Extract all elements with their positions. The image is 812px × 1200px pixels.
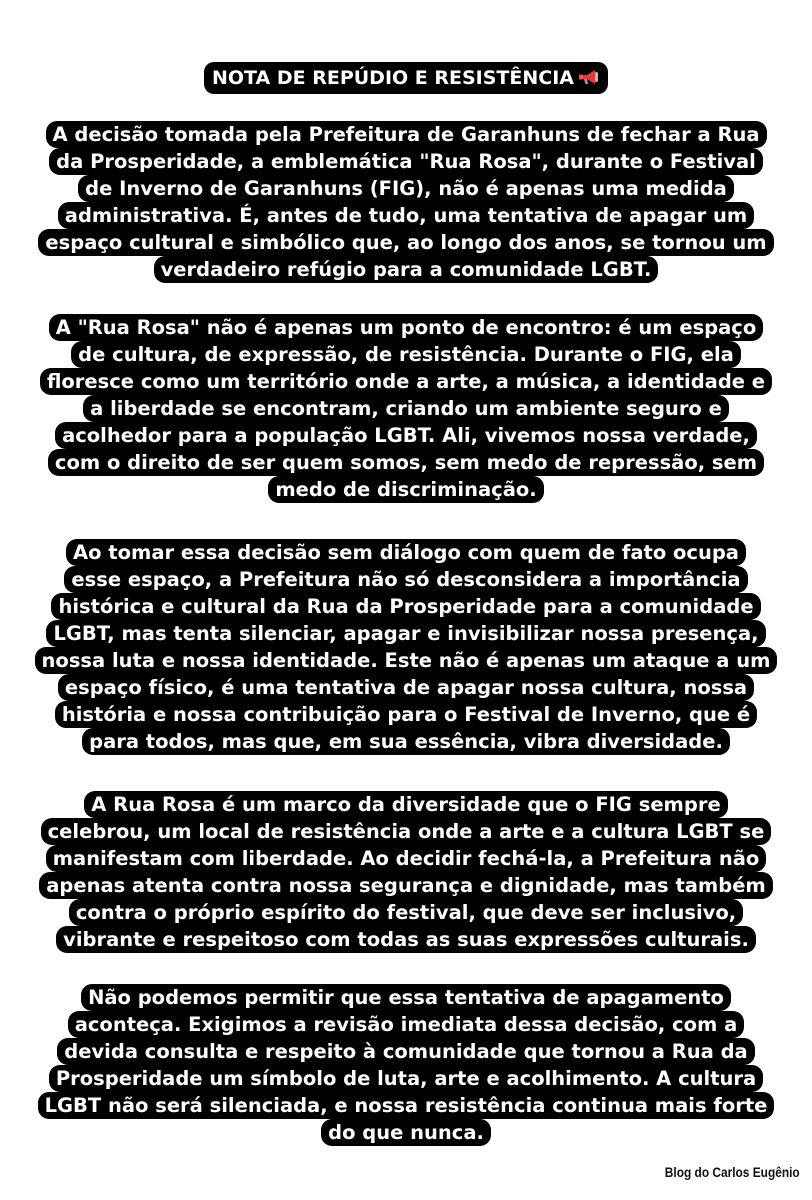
paragraph-line: LGBT não será silenciada, e nossa resistência continua mais forte xyxy=(38,1092,775,1119)
paragraph-line: A decisão tomada pela Prefeitura de Garanhuns de fechar a Rua xyxy=(46,121,767,148)
paragraph-line: manifestam com liberdade. Ao decidir fechá-la, a Prefeitura não xyxy=(46,845,767,872)
paragraph-line: esse espaço, a Prefeitura não só desconsidera a importância xyxy=(64,566,747,593)
paragraph-line: apenas atenta contra nossa segurança e dignidade, mas também xyxy=(39,872,773,899)
note-title-block xyxy=(20,62,792,94)
paragraph-2 xyxy=(20,314,792,503)
paragraph-line: acolhedor para a população LGBT. Ali, vivemos nossa verdade, xyxy=(55,422,757,449)
paragraph-line: vibrante e respeitoso com todas as suas expressões culturais. xyxy=(56,926,756,953)
paragraph-line: A "Rua Rosa" não é apenas um ponto de encontro: é um espaço xyxy=(49,314,764,341)
paragraph-line: celebrou, um local de resistência onde a arte e a cultura LGBT se xyxy=(41,818,772,845)
paragraph-line: história e nossa contribuição para o Festival de Inverno, que é xyxy=(55,701,757,728)
paragraph-line: Prosperidade um símbolo de luta, arte e acolhimento. A cultura xyxy=(49,1065,763,1092)
paragraph-line: com o direito de ser quem somos, sem medo de repressão, sem xyxy=(48,449,764,476)
paragraph-line: LGBT, mas tenta silenciar, apagar e invisibilizar nossa presença, xyxy=(46,620,765,647)
paragraph-line: medo de discriminação. xyxy=(268,476,543,503)
paragraph-line: Ao tomar essa decisão sem diálogo com quem de fato ocupa xyxy=(66,539,746,566)
paragraph-line: contra o próprio espírito do festival, que deve ser inclusivo, xyxy=(69,899,743,926)
paragraph-line: espaço cultural e simbólico que, ao longo dos anos, se tornou um xyxy=(38,229,773,256)
note-title-text: NOTA DE REPÚDIO E RESISTÊNCIA xyxy=(212,67,574,89)
paragraph-1 xyxy=(20,121,792,283)
paragraph-3 xyxy=(20,539,792,755)
paragraph-line: aconteça. Exigimos a revisão imediata dessa decisão, com a xyxy=(68,1011,745,1038)
paragraph-line: de cultura, de expressão, de resistência. Durante o FIG, ela xyxy=(71,341,741,368)
paragraph-line: do que nunca. xyxy=(321,1119,491,1146)
paragraph-line: verdadeiro refúgio para a comunidade LGBT. xyxy=(154,256,659,283)
paragraph-line: da Prosperidade, a emblemática "Rua Rosa", durante o Festival xyxy=(49,148,763,175)
paragraph-line: nossa luta e nossa identidade. Este não é apenas um ataque a um xyxy=(35,647,778,674)
paragraph-line: floresce como um território onde a arte, a música, a identidade e xyxy=(40,368,772,395)
paragraph-line: para todos, mas que, em sua essência, vibra diversidade. xyxy=(82,728,730,755)
paragraph-4 xyxy=(20,791,792,953)
blog-credit: Blog do Carlos Eugênio xyxy=(665,1164,800,1180)
paragraph-line: espaço físico, é uma tentativa de apagar nossa cultura, nossa xyxy=(58,674,754,701)
paragraph-line: de Inverno de Garanhuns (FIG), não é apenas uma medida xyxy=(78,175,734,202)
paragraph-line: histórica e cultural da Rua da Prosperidade para a comunidade xyxy=(51,593,760,620)
paragraph-line: A Rua Rosa é um marco da diversidade que o FIG sempre xyxy=(84,791,727,818)
paragraph-5 xyxy=(20,984,792,1146)
note-title xyxy=(204,62,608,94)
paragraph-line: administrativa. É, antes de tudo, uma tentativa de apagar um xyxy=(58,202,754,229)
paragraph-line: Não podemos permitir que essa tentativa de apagamento xyxy=(81,984,731,1011)
megaphone-icon xyxy=(578,69,600,85)
paragraph-line: devida consulta e respeito à comunidade que tornou a Rua da xyxy=(57,1038,754,1065)
paragraph-line: a liberdade se encontram, criando um ambiente seguro e xyxy=(83,395,729,422)
